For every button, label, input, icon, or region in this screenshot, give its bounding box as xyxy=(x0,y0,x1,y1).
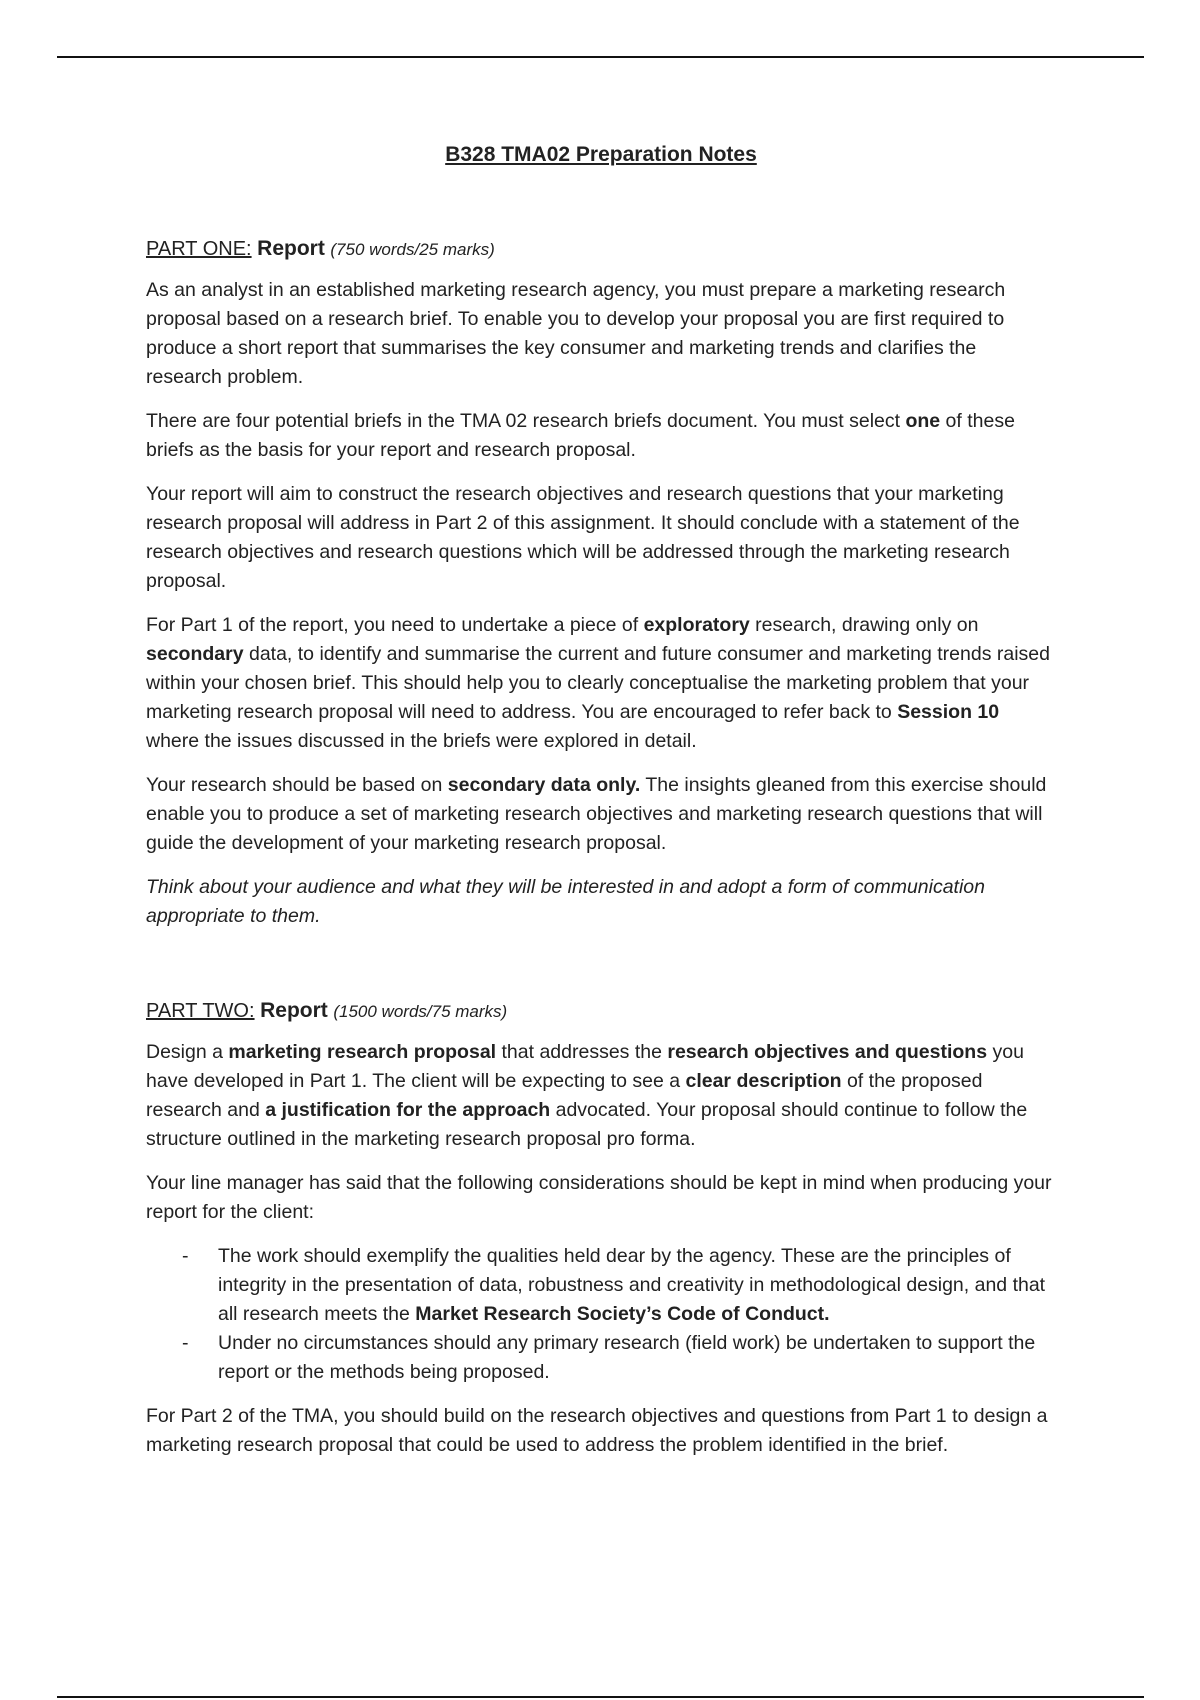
part-two-paragraph-3: For Part 2 of the TMA, you should build on the research objectives and questions from Part 1 to design a marketing research proposal that could be used to address the problem identified in the brief. xyxy=(146,1405,1048,1456)
text-run: The insights gleaned from this exercise should enable you to produce a set of marketing research objectives and marketing research questions that will guide the development of your marketing research proposal. xyxy=(146,774,1047,854)
text-run: that addresses the xyxy=(496,1041,668,1063)
part-one-heading xyxy=(146,234,1056,264)
text-run: where the issues discussed in the briefs were explored in detail. xyxy=(146,730,697,752)
list-item xyxy=(146,1242,1056,1329)
part-two-heading xyxy=(146,996,1056,1026)
document-title: B328 TMA02 Preparation Notes xyxy=(445,143,757,166)
text-run: For Part 1 of the report, you need to undertake a piece of xyxy=(146,614,644,636)
bottom-rule xyxy=(57,1696,1144,1698)
part-two-type: Report xyxy=(260,999,328,1022)
emphasis-session-10: Session 10 xyxy=(897,701,1000,723)
emphasis-code-of-conduct: Market Research Society’s Code of Conduct. xyxy=(415,1303,830,1325)
emphasis-objectives: research objectives and questions xyxy=(667,1041,988,1063)
emphasis-exploratory: exploratory xyxy=(643,614,750,636)
emphasis-proposal: marketing research proposal xyxy=(228,1041,497,1063)
part-one-paragraph-4 xyxy=(146,611,1056,756)
section-gap xyxy=(146,946,1056,996)
part-two-note: (1500 words/75 marks) xyxy=(333,1002,508,1021)
bullet-dash: - xyxy=(182,1245,189,1267)
text-run: you have developed in Part 1. The client will be expecting to see a xyxy=(146,1041,1024,1092)
part-two-paragraph-1 xyxy=(146,1038,1056,1154)
part-two-paragraph-2: Your line manager has said that the following considerations should be kept in mind when producing your report for the client: xyxy=(146,1172,1052,1223)
text-run: research, drawing only on xyxy=(749,614,979,636)
part-one-paragraph-2 xyxy=(146,407,1056,465)
part-one-type: Report xyxy=(257,237,325,260)
text-run: There are four potential briefs in the TMA 02 research briefs document. You must select xyxy=(146,410,906,432)
emphasis-justification: a justification for the approach xyxy=(265,1099,551,1121)
text-run: Design a xyxy=(146,1041,229,1063)
part-one-section xyxy=(146,234,1056,931)
emphasis-secondary: secondary xyxy=(146,643,244,665)
list-item xyxy=(146,1329,1056,1387)
text-run: Under no circumstances should any primary research (field work) be undertaken to support the report or the methods being proposed. xyxy=(218,1332,1036,1383)
text-run: data, to identify and summarise the current and future consumer and marketing trends raised within your chosen brief. This should help you to clearly conceptualise the marketing problem that your marketing research proposal will need to address. You are encouraged to refer back to xyxy=(146,643,1050,723)
text-run: of the proposed research and xyxy=(146,1070,983,1121)
part-one-paragraph-1: As an analyst in an established marketing research agency, you must prepare a marketing research proposal based on a research brief. To enable you to develop your proposal you are first required to produce a short report that summarises the key consumer and marketing trends and clarifies the research problem. xyxy=(146,279,1006,388)
document-body xyxy=(146,140,1056,1475)
part-one-note: (750 words/25 marks) xyxy=(330,240,495,259)
text-run: The work should exemplify the qualities held dear by the agency. These are the principles of integrity in the presentation of data, robustness and creativity in methodological design, and that all research meets the xyxy=(218,1245,1046,1325)
part-one-paragraph-3: Your report will aim to construct the research objectives and research questions that your marketing research proposal will address in Part 2 of this assignment. It should conclude with a statement of the research objectives and research questions which will be addressed through the marketing research proposal. xyxy=(146,483,1020,592)
text-run: advocated. Your proposal should continue to follow the structure outlined in the marketing research proposal pro forma. xyxy=(146,1099,1028,1150)
part-two-label: PART TWO: xyxy=(146,1000,255,1022)
part-one-paragraph-5 xyxy=(146,771,1056,858)
considerations-list xyxy=(146,1242,1056,1387)
emphasis-clear-description: clear description xyxy=(685,1070,842,1092)
part-two-section xyxy=(146,996,1056,1460)
bullet-dash: - xyxy=(182,1332,189,1354)
text-run: Your research should be based on xyxy=(146,774,448,796)
emphasis-secondary-data-only: secondary data only. xyxy=(447,774,641,796)
part-one-label: PART ONE: xyxy=(146,238,252,260)
part-one-paragraph-6: Think about your audience and what they will be interested in and adopt a form of communication appropriate to them. xyxy=(146,876,985,927)
text-run: of these briefs as the basis for your report and research proposal. xyxy=(146,410,1015,461)
top-rule xyxy=(57,56,1144,58)
emphasis-one: one xyxy=(905,410,941,432)
